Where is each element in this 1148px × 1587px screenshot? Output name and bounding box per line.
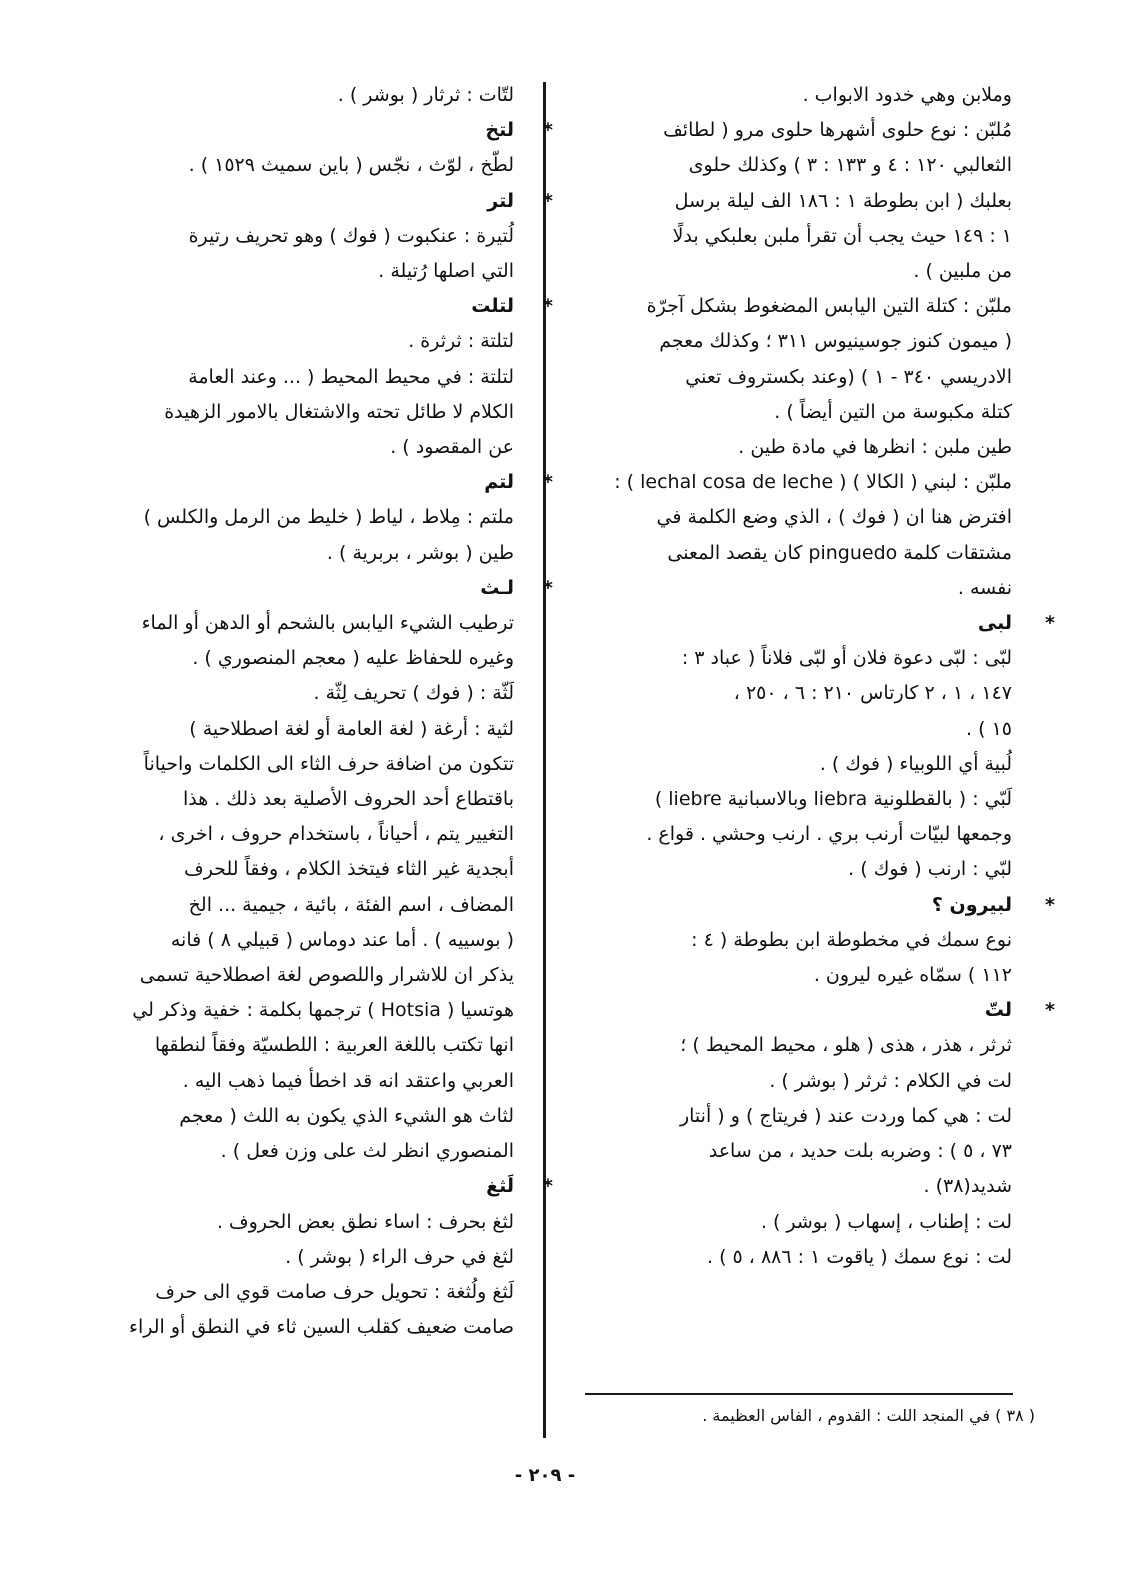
- text-line: العربي واعتقد انه قد اخطأ فيما ذهب اليه .: [182, 1069, 514, 1092]
- entry-marker: *: [543, 189, 553, 212]
- text-line: الكلام لا طائل تحته والاشتغال بالامور الزهيدة: [164, 400, 514, 423]
- text-line: لت : نوع سمك ( ياقوت ١ : ٨٨٦ ، ٥ ) .: [706, 1245, 1012, 1268]
- entry-heading-text: لـث: [480, 576, 514, 599]
- entry-heading: [86, 289, 553, 324]
- text-line: بعلبك ( ابن بطوطة ١ : ١٨٦ الف ليلة برسل: [674, 189, 1012, 212]
- entry-heading-text: لتم: [484, 471, 514, 494]
- text-line: كتلة مكبوسة من التين أيضاً ) .: [774, 400, 1012, 423]
- text-line: عن المقصود ) .: [390, 436, 514, 459]
- entry-marker: *: [543, 119, 553, 142]
- entry-heading: [582, 993, 1055, 1028]
- text-line: لبّي : ارنب ( فوك ) .: [848, 858, 1012, 881]
- text-line: لثاث هو الشيء الذي يكون به اللث ( معجم: [179, 1104, 514, 1127]
- text-line: ( ميمون كنوز جوسينيوس ٣١١ ؛ وكذلك معجم: [659, 330, 1012, 353]
- text-line: مُلبّن : نوع حلوى أشهرها حلوى مرو ( لطائف: [663, 119, 1012, 142]
- text-line: باقتطاع أحد الحروف الأصلية بعد ذلك . هذا: [182, 788, 514, 811]
- text-line: وغيره للحفاظ عليه ( معجم المنصوري ) .: [192, 647, 514, 670]
- text-line: لتّات : ثرثار ( بوشر ) .: [337, 84, 514, 106]
- entry-heading-text: لتلت: [471, 295, 514, 318]
- text-line: صامت ضعيف كقلب السين ثاء في النطق أو الراء: [129, 1316, 514, 1339]
- footnote-divider: [585, 1393, 1013, 1395]
- text-line: انها تكتب باللغة العربية : اللطسيّة وفقاً لنطقها: [154, 1034, 514, 1057]
- text-line: لطّخ ، لوّث ، نجّس ( باين سميث ١٥٢٩ ) .: [188, 154, 514, 177]
- text-line: ثرثر ، هذر ، هذى ( هلو ، محيط المحيط ) ؛: [680, 1034, 1012, 1057]
- entry-heading: [86, 184, 553, 219]
- text-line: ١١٢ ) سمّاه غيره ليرون .: [813, 964, 1012, 987]
- text-line: ترطيب الشيء اليابس بالشحم أو الدهن أو الماء: [141, 612, 514, 635]
- text-line: لبّى : لبّى دعوة فلان أو لبّى فلاناً ( عباد ٣ :: [681, 647, 1012, 670]
- entry-heading: [86, 465, 553, 500]
- entry-heading-text: لبى: [977, 612, 1012, 635]
- text-line: المنصوري انظر لث على وزن فعل ) .: [220, 1140, 514, 1163]
- text-line: لثغ بحرف : اساء نطق بعض الحروف .: [216, 1210, 514, 1233]
- entry-marker: *: [543, 295, 553, 318]
- text-line: لتلتة : ثرثرة .: [408, 330, 514, 353]
- entry-marker: *: [543, 576, 553, 599]
- text-line: من ملبين ) .: [913, 260, 1012, 283]
- entry-heading: [582, 606, 1055, 641]
- text-line: التي اصلها رُتيلة .: [378, 260, 514, 283]
- text-line: نفسه .: [957, 576, 1012, 599]
- entry-heading-text: لتّ: [984, 999, 1012, 1022]
- text-line: لَثّة : ( فوك ) تحريف لِثّة .: [313, 682, 514, 705]
- text-line: وملابن وهي خدود الابواب .: [802, 84, 1012, 106]
- entry-marker: *: [1045, 893, 1055, 916]
- text-line: لَثغ ولُثغة : تحويل حرف صامت قوي الى حرف: [155, 1280, 514, 1303]
- text-line: ١٤٧ ، ١ ، ٢ كارتاس ٢١٠ : ٦ ، ٢٥٠ ،: [733, 682, 1012, 705]
- text-line: التغيير يتم ، أحياناً ، باستخدام حروف ، اخرى ،: [158, 823, 514, 846]
- text-line: طين ملبن : انظرها في مادة طين .: [738, 436, 1012, 459]
- text-line: لَبّي : ( بالقطلونية liebra وبالاسبانية liebre ): [654, 788, 1012, 811]
- text-line: ملبّن : لبني ( الكالا ) ( lechal cosa de leche ) :: [614, 471, 1012, 494]
- entry-marker: *: [543, 471, 553, 494]
- text-line: ملتم : مِلاط ، لياط ( خليط من الرمل والكلس ): [143, 506, 514, 529]
- column-divider: [543, 82, 546, 1438]
- entry-marker: *: [1045, 999, 1055, 1022]
- text-line: لتلتة : في محيط المحيط ( ... وعند العامة: [188, 365, 514, 388]
- text-line: لُبية أي اللوبياء ( فوك ) .: [819, 752, 1012, 775]
- text-line: لُتيرة : عنكبوت ( فوك ) وهو تحريف رتيرة: [188, 224, 514, 247]
- text-line: مشتقات كلمة pinguedo كان يقصد المعنى: [667, 541, 1012, 564]
- entry-heading-text: لَثغ: [486, 1175, 514, 1198]
- entry-heading-text: لتخ: [485, 119, 514, 142]
- text-line: لثية : أرغة ( لغة العامة أو لغة اصطلاحية ): [189, 717, 514, 740]
- text-line: ( بوسييه ) . أما عند دوماس ( قبيلي ٨ ) فانه: [170, 928, 514, 951]
- left-column: [86, 78, 553, 1345]
- text-line: نوع سمك في مخطوطة ابن بطوطة ( ٤ :: [691, 928, 1012, 951]
- entry-heading: [86, 571, 553, 606]
- text-line: ١٥ ) .: [966, 717, 1012, 740]
- text-line: طين ( بوشر ، بربرية ) .: [326, 541, 514, 564]
- entry-heading: [86, 1169, 553, 1204]
- text-line: المضاف ، اسم الفئة ، بائية ، جيمية ... الخ: [188, 893, 514, 916]
- entry-marker: *: [1045, 612, 1055, 635]
- text-line: ملبّن : كتلة التين اليابس المضغوط بشكل آجرّة: [646, 295, 1012, 318]
- entry-marker: *: [543, 1175, 553, 1198]
- entry-heading: [86, 113, 553, 148]
- text-line: الثعالبي ١٢٠ : ٤ و ١٣٣ : ٣ ) وكذلك حلوى: [688, 154, 1012, 177]
- text-line: الادريسي ٣٤٠ - ١ ) (وعند بكستروف تعني: [685, 365, 1012, 388]
- text-line: شديد(٣٨) .: [923, 1175, 1012, 1198]
- text-line: لت : إطناب ، إسهاب ( بوشر ) .: [760, 1210, 1012, 1233]
- entry-heading-text: لتر: [487, 189, 514, 212]
- text-line: تتكون من اضافة حرف الثاء الى الكلمات واحياناً: [143, 752, 514, 775]
- text-line: لت : هي كما وردت عند ( فريتاج ) و ( أنتار: [679, 1104, 1012, 1127]
- text-line: هوتسيا ( Hotsia ) ترجمها بكلمة : خفية وذكر لي: [132, 999, 514, 1022]
- entry-heading-text: لبيرون ؟: [931, 893, 1012, 916]
- text-line: وجمعها لبيّات أرنب بري . ارنب وحشي . قواع .: [646, 823, 1012, 846]
- text-line: افترض هنا ان ( فوك ) ، الذي وضع الكلمة في: [656, 506, 1012, 529]
- page-number: - ٢٠٩ -: [514, 1465, 576, 1486]
- text-line: أبجدية غير الثاء فيتخذ الكلام ، وفقاً للحرف: [184, 858, 514, 881]
- text-line: لت في الكلام : ثرثر ( بوشر ) .: [769, 1069, 1012, 1092]
- entry-heading: [582, 888, 1055, 923]
- right-column: [582, 78, 1055, 1275]
- text-line: لثغ في حرف الراء ( بوشر ) .: [285, 1245, 514, 1268]
- text-line: يذكر ان للاشرار واللصوص لغة اصطلاحية تسمى: [139, 964, 514, 987]
- text-line: ١ : ١٤٩ حيث يجب أن تقرأ ملبن بعلبكي بدلًا: [672, 224, 1012, 247]
- footnote: ( ٣٨ ) في المنجد اللت : القدوم ، الفاس العظيمة .: [702, 1406, 1035, 1425]
- text-line: ٧٣ ، ٥ ) : وضربه بلت حديد ، من ساعد: [708, 1140, 1012, 1163]
